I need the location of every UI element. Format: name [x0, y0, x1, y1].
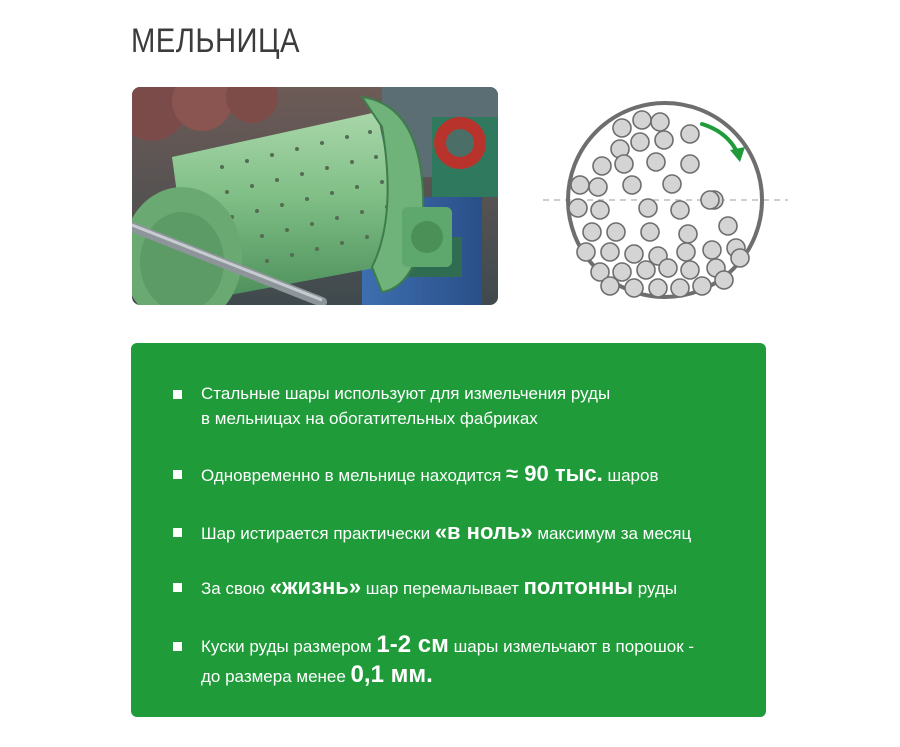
fact-item	[173, 381, 733, 431]
bullet-square-icon	[173, 528, 182, 537]
fact-highlight: полтонны	[523, 574, 634, 599]
steel-ball	[703, 241, 721, 259]
fact-text: За свою	[201, 579, 270, 598]
steel-ball	[637, 261, 655, 279]
steel-ball	[571, 176, 589, 194]
fact-item	[173, 519, 733, 546]
fact-item	[173, 631, 753, 691]
fact-text: Шар истирается практически	[201, 524, 435, 543]
steel-ball	[651, 113, 669, 131]
steel-ball	[641, 223, 659, 241]
steel-ball	[601, 277, 619, 295]
fact-text: Одновременно в мельнице находится	[201, 466, 507, 485]
fact-highlight: ≈ 90 тыс.	[506, 461, 603, 486]
steel-ball	[679, 225, 697, 243]
steel-ball	[639, 199, 657, 217]
bullet-square-icon	[173, 642, 182, 651]
steel-ball	[715, 271, 733, 289]
steel-ball	[647, 153, 665, 171]
steel-ball	[693, 277, 711, 295]
fact-item	[173, 461, 733, 488]
bullet-square-icon	[173, 583, 182, 592]
steel-ball	[731, 249, 749, 267]
steel-ball	[613, 119, 631, 137]
ball-mill-photo	[132, 87, 498, 305]
steel-ball	[583, 223, 601, 241]
steel-ball	[681, 125, 699, 143]
steel-ball	[681, 261, 699, 279]
fact-highlight: 0,1 мм.	[350, 661, 433, 688]
fact-text: шары измельчают в порошок -	[448, 637, 695, 656]
fact-text: Куски руды размером	[201, 637, 377, 656]
steel-ball	[601, 243, 619, 261]
steel-ball	[591, 201, 609, 219]
steel-ball	[625, 245, 643, 263]
steel-ball	[589, 178, 607, 196]
steel-ball	[681, 155, 699, 173]
fact-highlight: «жизнь»	[269, 574, 362, 599]
steel-ball	[663, 175, 681, 193]
steel-ball	[569, 199, 587, 217]
bullet-square-icon	[173, 470, 182, 479]
steel-ball	[671, 279, 689, 297]
fact-text: Стальные шары используют для измельчения руды	[201, 384, 611, 403]
fact-text: шар перемалывает	[361, 579, 524, 598]
mill-drum-diagram	[540, 92, 790, 312]
steel-ball	[671, 201, 689, 219]
fact-text: руды	[633, 579, 678, 598]
steel-ball	[659, 259, 677, 277]
fact-text: максимум за месяц	[532, 524, 692, 543]
steel-ball	[633, 111, 651, 129]
steel-ball	[631, 133, 649, 151]
steel-ball	[655, 131, 673, 149]
fact-text: до размера менее	[201, 667, 351, 686]
fact-text: шаров	[602, 466, 659, 485]
rotation-arrowhead-icon	[730, 147, 745, 162]
steel-ball	[625, 279, 643, 297]
steel-ball	[593, 157, 611, 175]
steel-ball	[719, 217, 737, 235]
fact-item	[173, 574, 733, 601]
steel-ball	[607, 223, 625, 241]
steel-ball	[623, 176, 641, 194]
facts-panel	[131, 343, 766, 717]
steel-ball	[677, 243, 695, 261]
bullet-square-icon	[173, 390, 182, 399]
steel-ball	[577, 243, 595, 261]
fact-highlight: 1-2 см	[376, 631, 449, 658]
fact-text: в мельницах на обогатительных фабриках	[201, 409, 538, 428]
steel-ball	[649, 279, 667, 297]
steel-ball	[615, 155, 633, 173]
page-title: МЕЛЬНИЦА	[131, 22, 300, 60]
steel-ball	[701, 191, 719, 209]
fact-highlight: «в ноль»	[434, 519, 533, 544]
